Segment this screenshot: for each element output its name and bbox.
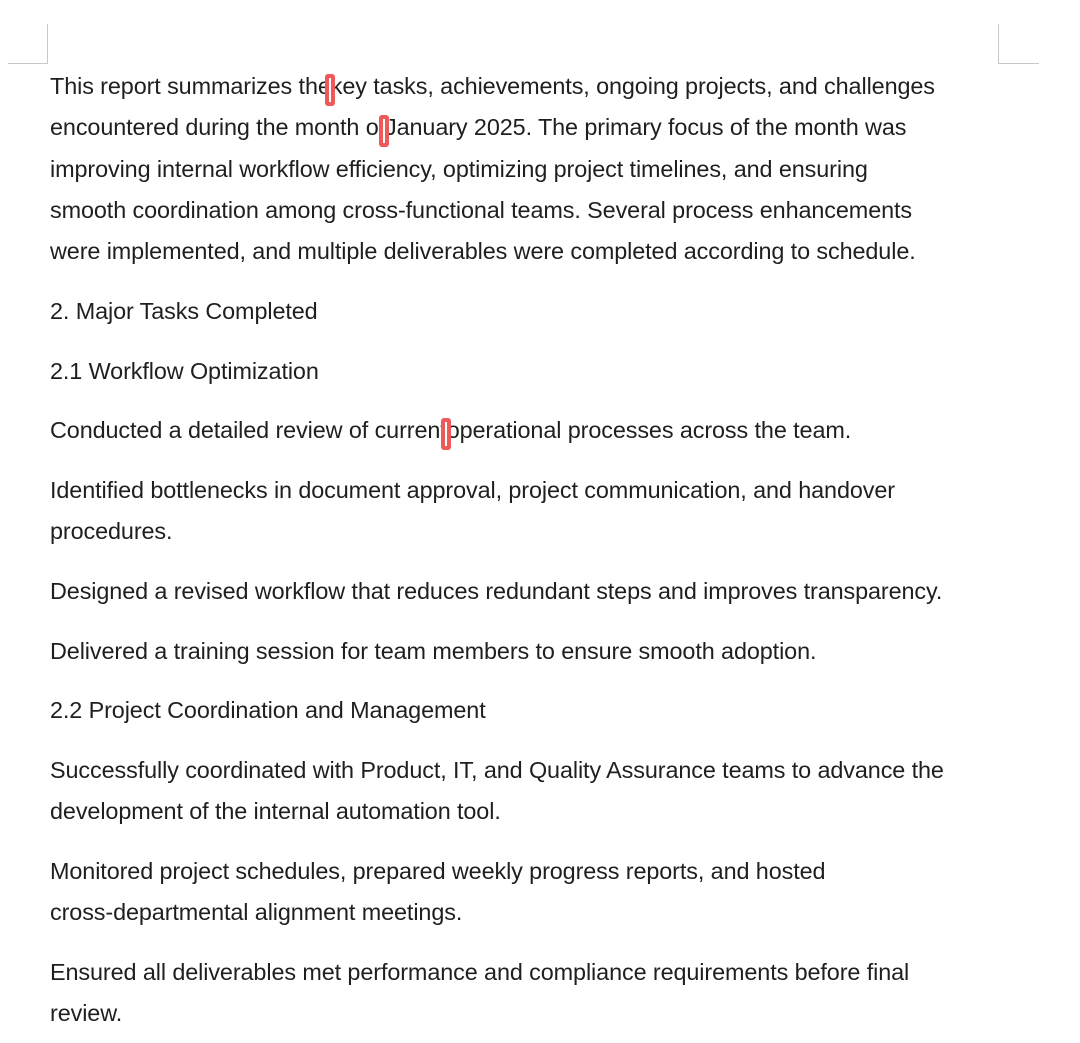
intro-line: smooth coordination among cross-functional teams. Several process enhancements (50, 196, 913, 223)
crop-mark-top-right-vertical (998, 24, 999, 64)
list-item[interactable]: Designed a revised workflow that reduces redundant steps and improves transparency. (50, 577, 943, 604)
intro-paragraph[interactable] (50, 66, 1000, 272)
list-item[interactable]: Conducted a detailed review of currentoperational processes across the team. (50, 417, 852, 444)
document-body[interactable] (50, 66, 1000, 1035)
intro-line: encountered during the month ofJanuary 2025. The primary focus of the month was (50, 114, 907, 141)
crop-mark-top-left-vertical (47, 24, 48, 64)
intro-line: improving internal workflow efficiency, optimizing project timelines, and ensuring (50, 155, 868, 182)
crop-mark-top-right-horizontal (998, 63, 1039, 64)
subsection-heading: 2.1 Workflow Optimization (50, 357, 319, 384)
list-item[interactable]: Ensured all deliverables met performance and compliance requirements before final review. (50, 958, 910, 1027)
intro-line: were implemented, and multiple deliverables were completed according to schedule. (50, 238, 916, 265)
section-heading: 2. Major Tasks Completed (50, 297, 318, 324)
list-item[interactable]: Monitored project schedules, prepared weekly progress reports, and hosted cross-departmental alignment meetings. (50, 857, 826, 926)
intro-line: This report summarizes thekey tasks, achievements, ongoing projects, and challenges (50, 73, 935, 99)
subsection-heading: 2.2 Project Coordination and Management (50, 697, 486, 724)
crop-mark-top-left-horizontal (8, 63, 48, 64)
list-item[interactable]: Delivered a training session for team members to ensure smooth adoption. (50, 637, 817, 664)
list-item[interactable]: Successfully coordinated with Product, IT, and Quality Assurance teams to advance the development of the internal automation tool. (50, 756, 944, 825)
list-item[interactable]: Identified bottlenecks in document approval, project communication, and handover procedures. (50, 476, 895, 545)
